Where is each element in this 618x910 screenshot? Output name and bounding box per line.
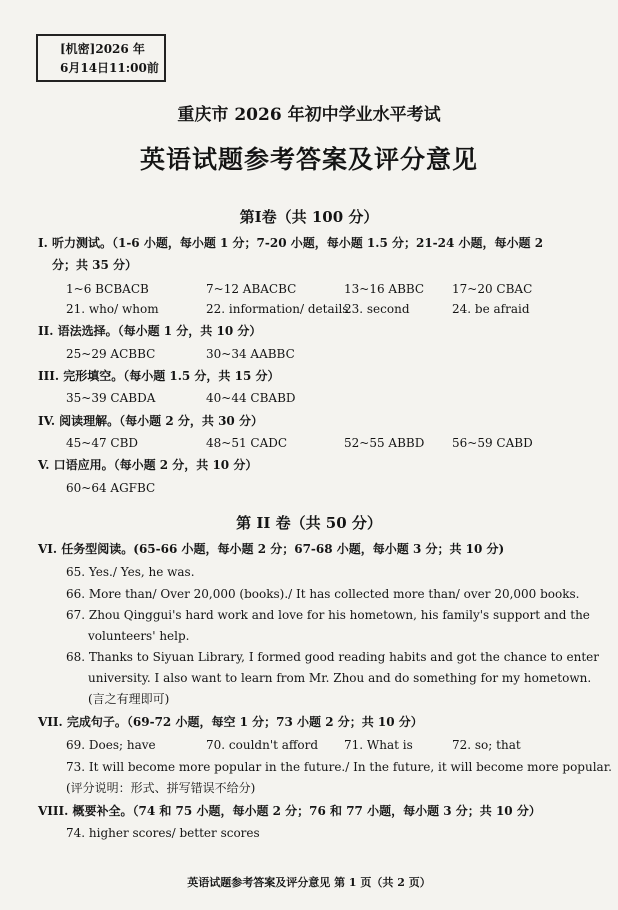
section-1-title-cont: 分；共 35 分） xyxy=(52,258,138,272)
answer-group: 35~39 CABDA xyxy=(66,391,156,405)
section-5-title: V. 口语应用。（每小题 2 分，共 10 分） xyxy=(38,458,258,472)
grading-note: (言之有理即可) xyxy=(88,692,170,706)
answer-group: 1~6 BCBACB xyxy=(66,282,149,296)
answer-item: 21. who/ whom xyxy=(66,302,159,316)
answer-item: 22. information/ details xyxy=(206,302,349,316)
part-2-heading: 第 II 卷（共 50 分） xyxy=(236,514,382,532)
answer-item: 24. be afraid xyxy=(452,302,530,316)
answer-item-cont: volunteers' help. xyxy=(88,629,190,643)
confidential-line-1: [机密]2026 年 xyxy=(60,42,145,56)
answer-item: 69. Does; have xyxy=(66,738,156,752)
answer-item: 68. Thanks to Siyuan Library, I formed good reading habits and got the chance to enter xyxy=(66,650,600,664)
answer-item: 65. Yes./ Yes, he was. xyxy=(66,565,195,579)
section-8-title: VIII. 概要补全。（74 和 75 小题，每小题 2 分；76 和 77 小题，每小题 3 分；共 10 分） xyxy=(38,804,541,818)
answer-group: 56~59 CABD xyxy=(452,436,533,450)
section-3-title: III. 完形填空。（每小题 1.5 分，共 15 分） xyxy=(38,369,280,383)
page-footer: 英语试题参考答案及评分意见 第 1 页（共 2 页） xyxy=(187,876,431,889)
answer-group: 48~51 CADC xyxy=(206,436,288,450)
document-title: 英语试题参考答案及评分意见 xyxy=(139,145,478,174)
answer-group: 7~12 ABACBC xyxy=(206,282,297,296)
answer-group: 45~47 CBD xyxy=(66,436,139,450)
answer-group: 60~64 AGFBC xyxy=(66,481,156,495)
answer-group: 17~20 CBAC xyxy=(452,282,533,296)
section-7-title: VII. 完成句子。（69-72 小题，每空 1 分；73 小题 2 分；共 10 分） xyxy=(38,715,423,729)
answer-group: 13~16 ABBC xyxy=(344,282,425,296)
section-6-title: VI. 任务型阅读。(65-66 小题，每小题 2 分；67-68 小题，每小题 3 分；共 10 分) xyxy=(38,542,505,556)
section-4-title: IV. 阅读理解。（每小题 2 分，共 30 分） xyxy=(38,414,263,428)
answer-item: 66. More than/ Over 20,000 (books)./ It has collected more than/ over 20,000 books. xyxy=(66,587,580,601)
answer-group: 25~29 ACBBC xyxy=(66,347,156,361)
exam-title: 重庆市 2026 年初中学业水平考试 xyxy=(177,105,441,125)
section-1-title: I. 听力测试。（1-6 小题，每小题 1 分；7-20 小题，每小题 1.5 分；21-24 小题，每小题 2 xyxy=(38,236,544,250)
grading-note: (评分说明：形式、拼写错误不给分) xyxy=(66,781,256,795)
answer-item: 71. What is xyxy=(344,738,413,752)
answer-item: 72. so; that xyxy=(452,738,521,752)
answer-group: 30~34 AABBC xyxy=(206,347,295,361)
answer-item: 23. second xyxy=(344,302,410,316)
answer-item: 67. Zhou Qinggui's hard work and love for his hometown, his family's support and the xyxy=(66,608,590,622)
answer-item-cont: university. I also want to learn from Mr. Zhou and do something for my hometown. xyxy=(88,671,592,685)
answer-item: 73. It will become more popular in the future./ In the future, it will become more popular. xyxy=(66,760,612,774)
answer-item: 74. higher scores/ better scores xyxy=(66,826,260,840)
section-2-title: II. 语法选择。（每小题 1 分，共 10 分） xyxy=(38,324,262,338)
answer-item: 70. couldn't afford xyxy=(206,738,319,752)
answer-group: 40~44 CBABD xyxy=(206,391,296,405)
part-1-heading: 第Ⅰ卷（共 100 分） xyxy=(239,208,379,226)
confidential-stamp xyxy=(36,34,166,82)
answer-group: 52~55 ABBD xyxy=(344,436,425,450)
confidential-line-2: 6月14日11:00前 xyxy=(60,61,159,75)
